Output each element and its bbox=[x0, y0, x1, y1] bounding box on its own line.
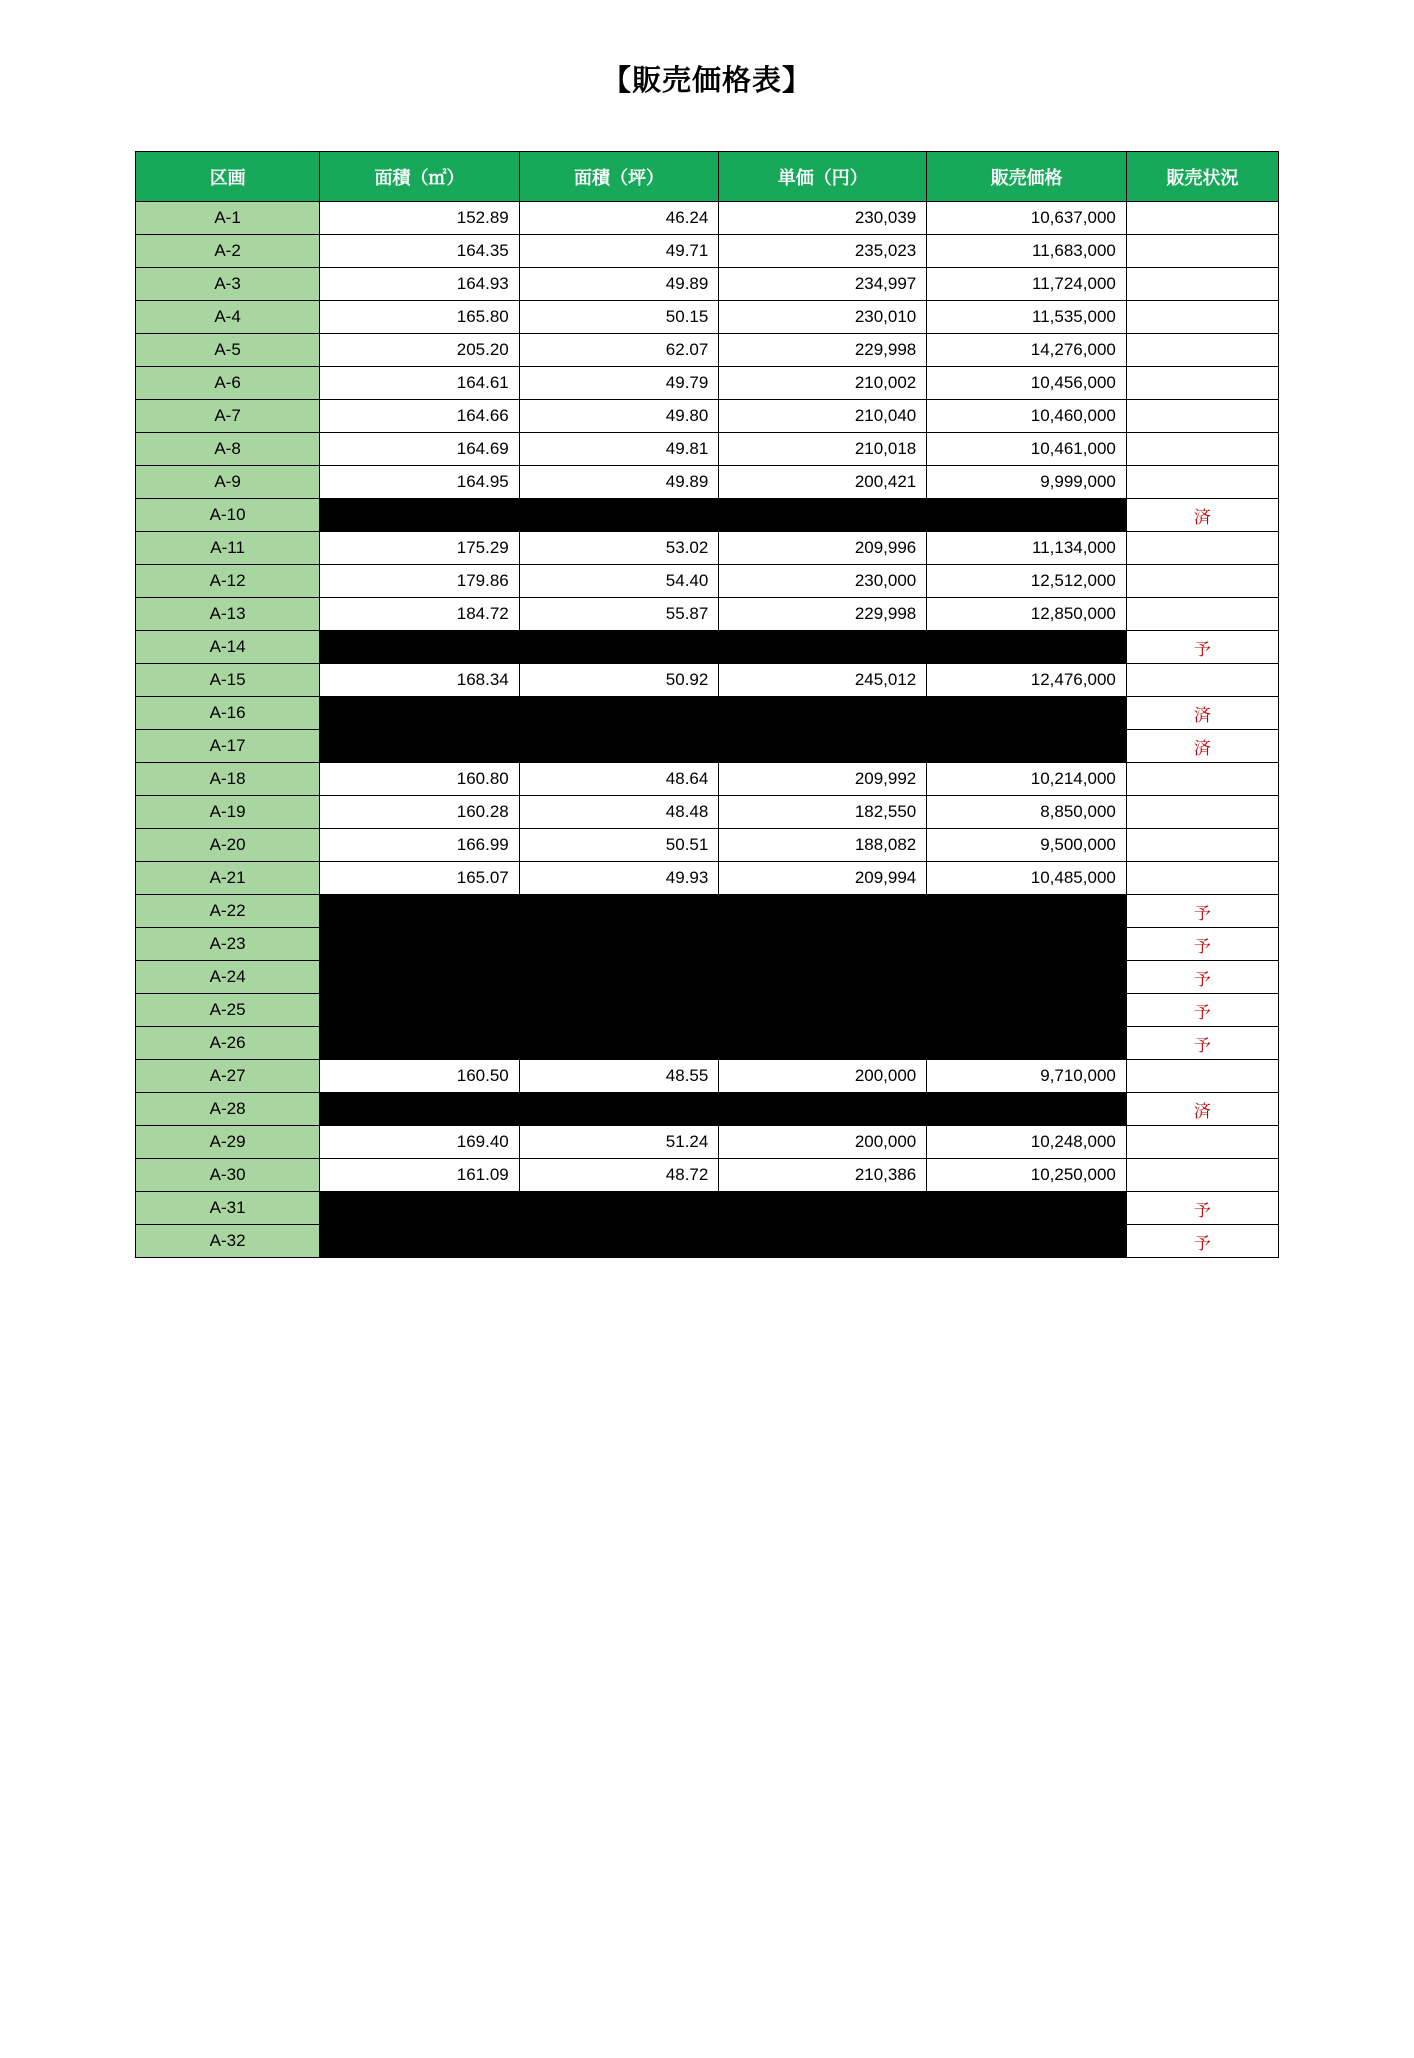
cell-sale-price: 14,276,000 bbox=[927, 334, 1127, 367]
cell-unit-price: 230,000 bbox=[719, 565, 927, 598]
cell-area-tsubo bbox=[519, 1225, 719, 1258]
cell-unit-price: 210,040 bbox=[719, 400, 927, 433]
cell-area-tsubo: 50.92 bbox=[519, 664, 719, 697]
cell-unit-price bbox=[719, 1027, 927, 1060]
cell-area-tsubo bbox=[519, 928, 719, 961]
cell-area-tsubo: 48.48 bbox=[519, 796, 719, 829]
cell-area-sqm: 165.80 bbox=[320, 301, 520, 334]
cell-block: A-15 bbox=[136, 664, 320, 697]
cell-area-tsubo: 62.07 bbox=[519, 334, 719, 367]
cell-area-tsubo bbox=[519, 730, 719, 763]
cell-area-sqm bbox=[320, 961, 520, 994]
cell-unit-price: 182,550 bbox=[719, 796, 927, 829]
cell-sale-status bbox=[1126, 862, 1278, 895]
cell-block: A-4 bbox=[136, 301, 320, 334]
cell-block: A-14 bbox=[136, 631, 320, 664]
table-row bbox=[136, 466, 1279, 499]
cell-area-tsubo bbox=[519, 1027, 719, 1060]
cell-block: A-25 bbox=[136, 994, 320, 1027]
cell-area-sqm: 179.86 bbox=[320, 565, 520, 598]
cell-sale-price bbox=[927, 697, 1127, 730]
cell-block: A-5 bbox=[136, 334, 320, 367]
cell-sale-status: 予 bbox=[1126, 895, 1278, 928]
cell-block: A-18 bbox=[136, 763, 320, 796]
cell-area-sqm bbox=[320, 499, 520, 532]
cell-sale-price: 12,476,000 bbox=[927, 664, 1127, 697]
cell-area-sqm: 184.72 bbox=[320, 598, 520, 631]
cell-area-sqm: 152.89 bbox=[320, 202, 520, 235]
table-row bbox=[136, 367, 1279, 400]
cell-block: A-30 bbox=[136, 1159, 320, 1192]
table-row bbox=[136, 433, 1279, 466]
cell-sale-price: 10,485,000 bbox=[927, 862, 1127, 895]
table-row bbox=[136, 763, 1279, 796]
cell-block: A-3 bbox=[136, 268, 320, 301]
cell-sale-price: 12,850,000 bbox=[927, 598, 1127, 631]
cell-sale-status bbox=[1126, 400, 1278, 433]
cell-area-sqm: 160.50 bbox=[320, 1060, 520, 1093]
column-header-sale-status: 販売状況 bbox=[1126, 152, 1278, 202]
cell-area-tsubo: 50.15 bbox=[519, 301, 719, 334]
cell-unit-price bbox=[719, 994, 927, 1027]
cell-sale-price: 10,248,000 bbox=[927, 1126, 1127, 1159]
table-header bbox=[136, 152, 1279, 202]
cell-area-tsubo: 46.24 bbox=[519, 202, 719, 235]
cell-sale-price: 8,850,000 bbox=[927, 796, 1127, 829]
cell-area-tsubo bbox=[519, 499, 719, 532]
column-header-sale-price: 販売価格 bbox=[927, 152, 1127, 202]
table-row bbox=[136, 1093, 1279, 1126]
cell-sale-price: 9,710,000 bbox=[927, 1060, 1127, 1093]
cell-sale-price bbox=[927, 730, 1127, 763]
cell-block: A-10 bbox=[136, 499, 320, 532]
table-row bbox=[136, 928, 1279, 961]
table-row bbox=[136, 268, 1279, 301]
cell-area-sqm: 169.40 bbox=[320, 1126, 520, 1159]
table-row bbox=[136, 235, 1279, 268]
document-page bbox=[0, 58, 1414, 2058]
cell-area-sqm: 164.93 bbox=[320, 268, 520, 301]
cell-sale-price: 11,134,000 bbox=[927, 532, 1127, 565]
table-row bbox=[136, 499, 1279, 532]
cell-area-sqm: 168.34 bbox=[320, 664, 520, 697]
cell-area-sqm bbox=[320, 697, 520, 730]
cell-sale-status bbox=[1126, 334, 1278, 367]
cell-sale-price: 9,999,000 bbox=[927, 466, 1127, 499]
sales-price-table bbox=[135, 151, 1279, 1258]
cell-sale-price: 11,683,000 bbox=[927, 235, 1127, 268]
cell-sale-price bbox=[927, 1093, 1127, 1126]
cell-area-tsubo bbox=[519, 994, 719, 1027]
table-row bbox=[136, 829, 1279, 862]
cell-block: A-8 bbox=[136, 433, 320, 466]
cell-sale-price bbox=[927, 631, 1127, 664]
column-header-area-sqm: 面積（㎡） bbox=[320, 152, 520, 202]
cell-area-sqm bbox=[320, 730, 520, 763]
cell-area-tsubo bbox=[519, 895, 719, 928]
cell-sale-status bbox=[1126, 664, 1278, 697]
cell-sale-price bbox=[927, 928, 1127, 961]
page-title: 【販売価格表】 bbox=[601, 65, 812, 97]
table-row bbox=[136, 532, 1279, 565]
cell-block: A-7 bbox=[136, 400, 320, 433]
table-body bbox=[136, 202, 1279, 1258]
cell-sale-status bbox=[1126, 829, 1278, 862]
cell-area-tsubo: 50.51 bbox=[519, 829, 719, 862]
cell-block: A-13 bbox=[136, 598, 320, 631]
cell-area-sqm: 205.20 bbox=[320, 334, 520, 367]
cell-block: A-31 bbox=[136, 1192, 320, 1225]
cell-unit-price: 210,002 bbox=[719, 367, 927, 400]
cell-sale-status: 済 bbox=[1126, 730, 1278, 763]
table-row bbox=[136, 895, 1279, 928]
cell-block: A-12 bbox=[136, 565, 320, 598]
cell-sale-status bbox=[1126, 763, 1278, 796]
cell-unit-price: 210,386 bbox=[719, 1159, 927, 1192]
cell-block: A-29 bbox=[136, 1126, 320, 1159]
cell-block: A-19 bbox=[136, 796, 320, 829]
cell-area-sqm: 165.07 bbox=[320, 862, 520, 895]
cell-area-tsubo: 49.79 bbox=[519, 367, 719, 400]
cell-unit-price: 200,000 bbox=[719, 1060, 927, 1093]
cell-sale-price: 10,250,000 bbox=[927, 1159, 1127, 1192]
cell-block: A-28 bbox=[136, 1093, 320, 1126]
cell-sale-status bbox=[1126, 1159, 1278, 1192]
cell-area-tsubo: 49.80 bbox=[519, 400, 719, 433]
cell-unit-price: 209,992 bbox=[719, 763, 927, 796]
cell-area-tsubo: 48.72 bbox=[519, 1159, 719, 1192]
cell-sale-price bbox=[927, 994, 1127, 1027]
cell-sale-status: 予 bbox=[1126, 961, 1278, 994]
table-row bbox=[136, 697, 1279, 730]
column-header-block: 区画 bbox=[136, 152, 320, 202]
cell-sale-price: 10,637,000 bbox=[927, 202, 1127, 235]
table-row bbox=[136, 796, 1279, 829]
cell-area-tsubo: 51.24 bbox=[519, 1126, 719, 1159]
cell-area-tsubo: 49.81 bbox=[519, 433, 719, 466]
cell-block: A-6 bbox=[136, 367, 320, 400]
cell-sale-status: 予 bbox=[1126, 1192, 1278, 1225]
cell-block: A-27 bbox=[136, 1060, 320, 1093]
cell-unit-price: 234,997 bbox=[719, 268, 927, 301]
cell-area-sqm bbox=[320, 928, 520, 961]
cell-block: A-20 bbox=[136, 829, 320, 862]
table-row bbox=[136, 1225, 1279, 1258]
cell-sale-price bbox=[927, 961, 1127, 994]
cell-block: A-9 bbox=[136, 466, 320, 499]
cell-unit-price: 210,018 bbox=[719, 433, 927, 466]
cell-unit-price: 200,421 bbox=[719, 466, 927, 499]
cell-unit-price bbox=[719, 631, 927, 664]
cell-area-sqm bbox=[320, 994, 520, 1027]
cell-sale-price: 9,500,000 bbox=[927, 829, 1127, 862]
cell-unit-price: 200,000 bbox=[719, 1126, 927, 1159]
cell-unit-price: 230,039 bbox=[719, 202, 927, 235]
cell-sale-price: 11,535,000 bbox=[927, 301, 1127, 334]
cell-unit-price bbox=[719, 961, 927, 994]
cell-area-tsubo: 49.71 bbox=[519, 235, 719, 268]
cell-unit-price: 245,012 bbox=[719, 664, 927, 697]
cell-unit-price bbox=[719, 928, 927, 961]
cell-block: A-1 bbox=[136, 202, 320, 235]
cell-sale-price bbox=[927, 499, 1127, 532]
table-row bbox=[136, 1159, 1279, 1192]
cell-block: A-16 bbox=[136, 697, 320, 730]
cell-sale-status: 済 bbox=[1126, 1093, 1278, 1126]
table-row bbox=[136, 334, 1279, 367]
cell-sale-status: 済 bbox=[1126, 499, 1278, 532]
cell-unit-price bbox=[719, 730, 927, 763]
cell-sale-price bbox=[927, 1027, 1127, 1060]
cell-block: A-23 bbox=[136, 928, 320, 961]
cell-block: A-21 bbox=[136, 862, 320, 895]
cell-block: A-22 bbox=[136, 895, 320, 928]
cell-unit-price bbox=[719, 697, 927, 730]
cell-unit-price bbox=[719, 1093, 927, 1126]
cell-area-sqm: 164.95 bbox=[320, 466, 520, 499]
cell-unit-price: 229,998 bbox=[719, 334, 927, 367]
cell-sale-price: 10,214,000 bbox=[927, 763, 1127, 796]
cell-unit-price: 188,082 bbox=[719, 829, 927, 862]
cell-area-tsubo bbox=[519, 697, 719, 730]
cell-area-sqm: 161.09 bbox=[320, 1159, 520, 1192]
table-row bbox=[136, 1126, 1279, 1159]
cell-area-sqm: 160.80 bbox=[320, 763, 520, 796]
cell-area-sqm: 160.28 bbox=[320, 796, 520, 829]
header-row bbox=[136, 152, 1279, 202]
cell-area-tsubo: 49.89 bbox=[519, 466, 719, 499]
cell-sale-status bbox=[1126, 796, 1278, 829]
cell-unit-price bbox=[719, 1192, 927, 1225]
cell-sale-status bbox=[1126, 235, 1278, 268]
cell-block: A-24 bbox=[136, 961, 320, 994]
cell-area-sqm: 166.99 bbox=[320, 829, 520, 862]
cell-area-tsubo bbox=[519, 961, 719, 994]
cell-area-sqm: 164.35 bbox=[320, 235, 520, 268]
cell-block: A-11 bbox=[136, 532, 320, 565]
cell-area-tsubo: 49.93 bbox=[519, 862, 719, 895]
table-row bbox=[136, 631, 1279, 664]
cell-sale-status: 予 bbox=[1126, 994, 1278, 1027]
cell-sale-status: 予 bbox=[1126, 631, 1278, 664]
cell-area-sqm: 164.66 bbox=[320, 400, 520, 433]
cell-unit-price: 209,996 bbox=[719, 532, 927, 565]
cell-block: A-32 bbox=[136, 1225, 320, 1258]
cell-sale-price: 10,461,000 bbox=[927, 433, 1127, 466]
cell-sale-status: 済 bbox=[1126, 697, 1278, 730]
cell-sale-price: 10,460,000 bbox=[927, 400, 1127, 433]
table-row bbox=[136, 730, 1279, 763]
cell-unit-price bbox=[719, 499, 927, 532]
column-header-area-tsubo: 面積（坪） bbox=[519, 152, 719, 202]
table-row bbox=[136, 202, 1279, 235]
cell-area-tsubo: 48.55 bbox=[519, 1060, 719, 1093]
cell-sale-price bbox=[927, 1192, 1127, 1225]
cell-unit-price: 229,998 bbox=[719, 598, 927, 631]
cell-area-sqm bbox=[320, 1093, 520, 1126]
table-row bbox=[136, 961, 1279, 994]
cell-area-sqm: 175.29 bbox=[320, 532, 520, 565]
cell-area-sqm bbox=[320, 895, 520, 928]
cell-unit-price bbox=[719, 1225, 927, 1258]
table-row bbox=[136, 598, 1279, 631]
table-row bbox=[136, 301, 1279, 334]
cell-unit-price: 235,023 bbox=[719, 235, 927, 268]
cell-sale-status: 予 bbox=[1126, 928, 1278, 961]
cell-area-tsubo: 55.87 bbox=[519, 598, 719, 631]
price-table-container bbox=[135, 151, 1279, 1258]
table-row bbox=[136, 1060, 1279, 1093]
table-row bbox=[136, 1027, 1279, 1060]
cell-area-tsubo: 48.64 bbox=[519, 763, 719, 796]
cell-sale-status bbox=[1126, 1126, 1278, 1159]
cell-area-sqm: 164.61 bbox=[320, 367, 520, 400]
table-row bbox=[136, 994, 1279, 1027]
table-row bbox=[136, 862, 1279, 895]
cell-area-tsubo bbox=[519, 1093, 719, 1126]
cell-sale-price: 11,724,000 bbox=[927, 268, 1127, 301]
cell-sale-status bbox=[1126, 466, 1278, 499]
cell-block: A-17 bbox=[136, 730, 320, 763]
table-row bbox=[136, 664, 1279, 697]
cell-unit-price: 230,010 bbox=[719, 301, 927, 334]
cell-sale-price bbox=[927, 895, 1127, 928]
column-header-unit-price: 単価（円） bbox=[719, 152, 927, 202]
cell-sale-status bbox=[1126, 565, 1278, 598]
cell-sale-price: 10,456,000 bbox=[927, 367, 1127, 400]
cell-area-sqm: 164.69 bbox=[320, 433, 520, 466]
cell-sale-status: 予 bbox=[1126, 1027, 1278, 1060]
table-row bbox=[136, 565, 1279, 598]
cell-area-tsubo: 53.02 bbox=[519, 532, 719, 565]
cell-area-tsubo: 54.40 bbox=[519, 565, 719, 598]
cell-block: A-26 bbox=[136, 1027, 320, 1060]
cell-sale-status bbox=[1126, 268, 1278, 301]
cell-area-tsubo bbox=[519, 631, 719, 664]
cell-area-sqm bbox=[320, 1027, 520, 1060]
cell-area-sqm bbox=[320, 1225, 520, 1258]
cell-block: A-2 bbox=[136, 235, 320, 268]
cell-area-tsubo: 49.89 bbox=[519, 268, 719, 301]
cell-area-sqm bbox=[320, 631, 520, 664]
cell-sale-price: 12,512,000 bbox=[927, 565, 1127, 598]
cell-area-tsubo bbox=[519, 1192, 719, 1225]
cell-sale-status bbox=[1126, 202, 1278, 235]
cell-sale-status: 予 bbox=[1126, 1225, 1278, 1258]
cell-sale-status bbox=[1126, 433, 1278, 466]
cell-sale-status bbox=[1126, 532, 1278, 565]
cell-unit-price: 209,994 bbox=[719, 862, 927, 895]
cell-sale-status bbox=[1126, 367, 1278, 400]
cell-sale-status bbox=[1126, 301, 1278, 334]
cell-sale-price bbox=[927, 1225, 1127, 1258]
table-row bbox=[136, 400, 1279, 433]
cell-unit-price bbox=[719, 895, 927, 928]
table-row bbox=[136, 1192, 1279, 1225]
cell-sale-status bbox=[1126, 1060, 1278, 1093]
cell-sale-status bbox=[1126, 598, 1278, 631]
cell-area-sqm bbox=[320, 1192, 520, 1225]
